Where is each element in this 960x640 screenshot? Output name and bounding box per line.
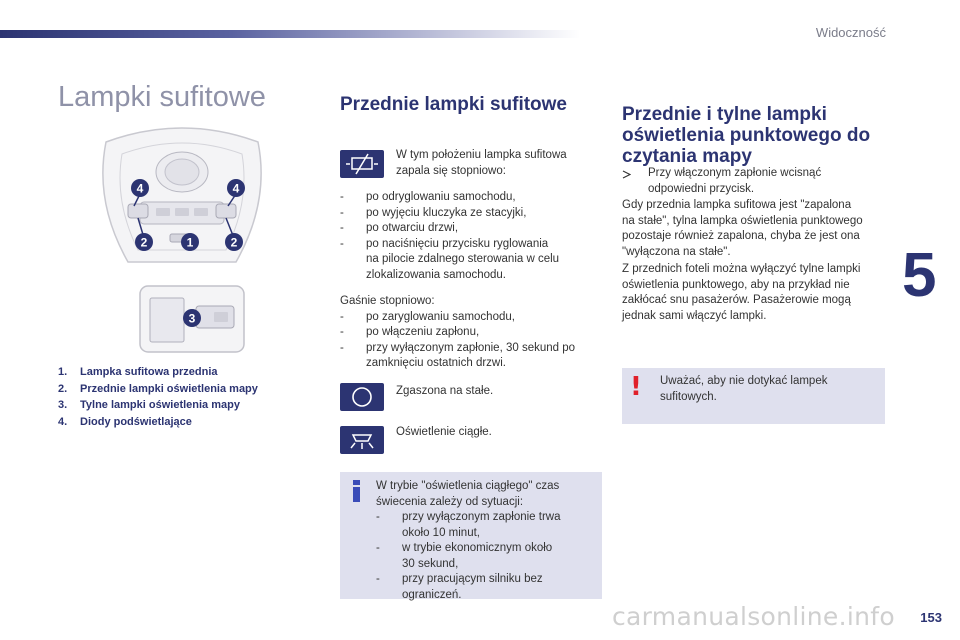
section-title: Widoczność bbox=[815, 25, 886, 40]
legend-item: 1. Lampka sufitowa przednia bbox=[58, 366, 218, 378]
callout-4-right-label: 4 bbox=[232, 181, 240, 196]
map-light-paragraph-1: Gdy przednia lampka sufitowa jest "zapalona na stałe", tylna lampka oświetlenia punktowego pozostaje również zapalona, chyba że jest ona "wyłączona na stałe". bbox=[622, 199, 863, 258]
page-title: Lampki sufitowe bbox=[58, 81, 266, 114]
list-item: - po odryglowaniu samochodu, bbox=[340, 191, 516, 203]
info-icon bbox=[350, 480, 364, 502]
watermark: carmanualsonline.info bbox=[612, 602, 895, 631]
list-item: - po wyjęciu kluczyka ze stacyjki, bbox=[340, 206, 527, 219]
callout-2-right-label: 2 bbox=[230, 235, 238, 250]
callout-2-left-label: 2 bbox=[140, 235, 148, 250]
list-item: - po włączeniu zapłonu, bbox=[340, 326, 480, 338]
list-item: - przy wyłączonym zapłonie trwa około 10 minut, bbox=[376, 511, 561, 539]
arrow-bullet-icon bbox=[622, 170, 631, 179]
ceiling-lamp-on-icon bbox=[340, 426, 384, 454]
continuous-light-symbol bbox=[340, 426, 384, 454]
list-item: - w trybie ekonomicznym około 30 sekund, bbox=[376, 542, 553, 570]
continuous-light-description: Oświetlenie ciągłe. bbox=[396, 426, 492, 438]
map-lights-heading: Przednie i tylne lampki oświetlenia punktowego do czytania mapy bbox=[622, 104, 871, 167]
callout-4-left-label: 4 bbox=[136, 181, 144, 196]
list-item: - po naciśnięciu przycisku ryglowania na pilocie zdalnego sterowania w celu zlokalizowania samochodu. bbox=[340, 237, 560, 281]
list-item: - przy pracującym silniku bez ograniczeń. bbox=[376, 573, 543, 601]
callout-1-label: 1 bbox=[186, 235, 194, 250]
page-number: 153 bbox=[920, 610, 942, 625]
info-box bbox=[340, 472, 602, 599]
map-light-paragraph-2: Z przednich foteli można wyłączyć tylne lampki oświetlenia punktowego, aby na przykład nie zakłócać snu pasażerów. Pasażerowie mogą jednak sami włączyć lampki. bbox=[622, 263, 861, 322]
legend-item: 3. Tylne lampki oświetlenia mapy bbox=[58, 399, 240, 411]
legend-item: 4. Diody podświetlające bbox=[58, 415, 192, 428]
callout-3-label: 3 bbox=[188, 311, 196, 326]
switch-off-conditions: Gaśnie stopniowo: - po zaryglowaniu samochodu, - po włączeniu zapłonu, - przy wyłączonym zapłonie, 30 sekund po zamknięciu ostatnich drzwi. bbox=[340, 294, 602, 372]
map-light-instruction: Przy włączonym zapłonie wcisnąć odpowiedni przycisk. bbox=[622, 166, 884, 197]
switch-on-conditions bbox=[340, 190, 600, 283]
legend-item: 2. Przednie lampki oświetlenia mapy bbox=[58, 382, 258, 395]
warning-text: Uważać, aby nie dotykać lampek sufitowych. bbox=[660, 375, 828, 403]
front-ceiling-console-illustration bbox=[86, 122, 278, 268]
figure-legend bbox=[58, 364, 258, 430]
header-gradient-bar bbox=[0, 30, 580, 38]
permanently-off-description: Zgaszona na stałe. bbox=[396, 385, 494, 397]
chapter-number: 5 bbox=[902, 241, 937, 310]
list-item: - po zaryglowaniu samochodu, bbox=[340, 310, 515, 323]
ceiling-lamp-gradual-icon bbox=[340, 150, 384, 178]
circle-off-icon bbox=[340, 383, 384, 411]
warning-icon: ! bbox=[630, 372, 642, 402]
list-item: - po otwarciu drzwi, bbox=[340, 222, 459, 234]
front-ceiling-lamps-heading: Przednie lampki sufitowe bbox=[340, 94, 567, 115]
gradual-light-symbol bbox=[340, 150, 384, 178]
rear-map-light-illustration bbox=[138, 284, 246, 356]
list-item: - przy wyłączonym zapłonie, 30 sekund po zamknięciu ostatnich drzwi. bbox=[340, 341, 576, 369]
gradual-light-description: W tym położeniu lampka sufitowa zapala się stopniowo: bbox=[396, 149, 567, 177]
permanently-off-symbol bbox=[340, 383, 384, 411]
info-text: W trybie "oświetlenia ciągłego" czas świecenia zależy od sytuacji: - przy wyłączonym zapłonie trwa około 10 minut, - w trybie ekonomicznym około 30 sekund, - przy pracującym silniku bez ograniczeń. bbox=[376, 479, 596, 603]
warning-box bbox=[622, 368, 885, 424]
